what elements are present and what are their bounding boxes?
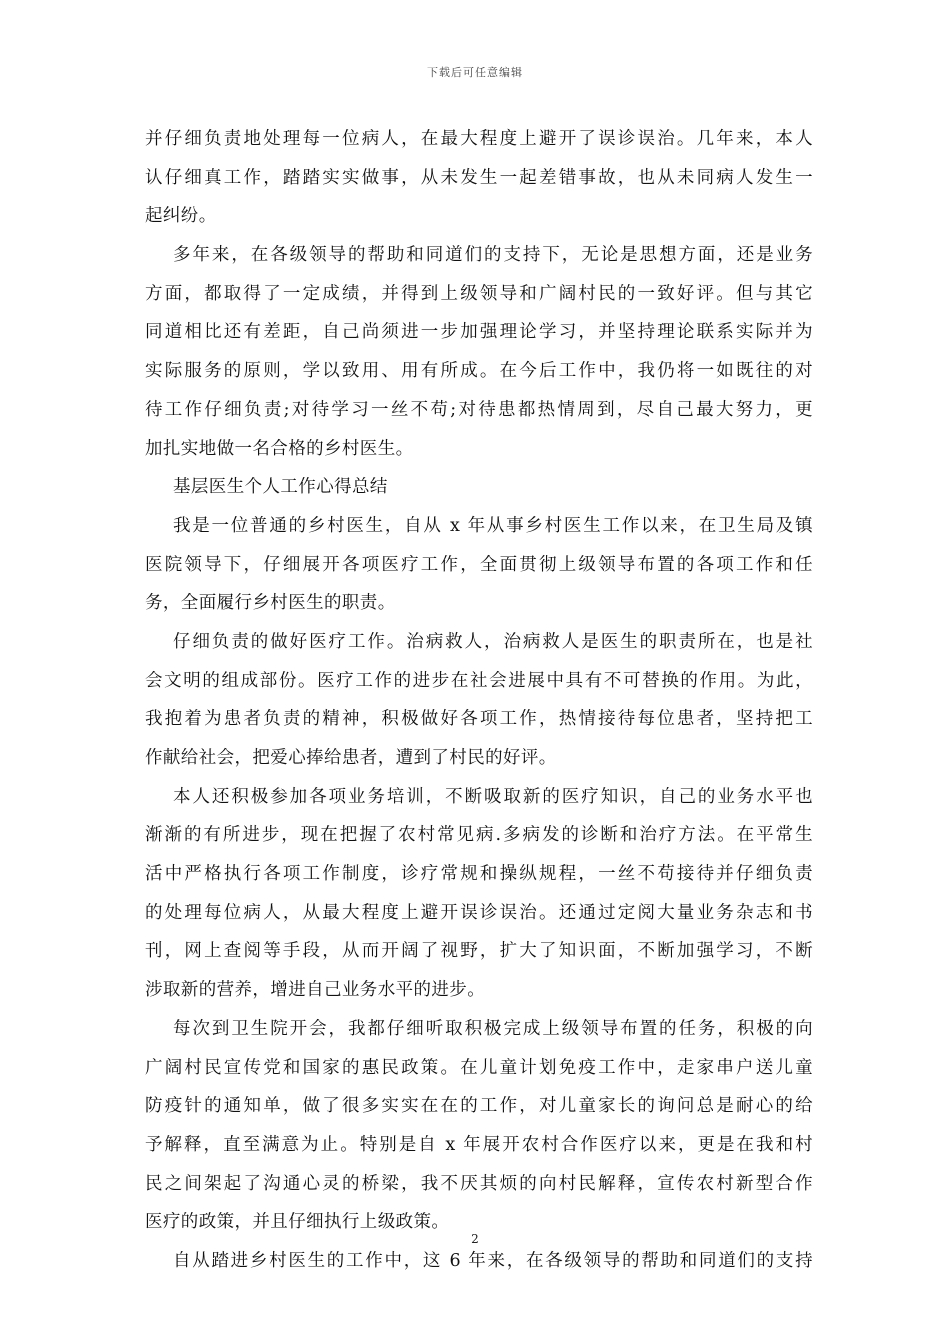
body-line: 刊，网上查阅等手段，从而开阔了视野，扩大了知识面，不断加强学习，不断: [145, 941, 813, 962]
document-body: [145, 120, 813, 1281]
body-line: 自从踏进乡村医生的工作中，这 6 年来，在各级领导的帮助和同道们的支持: [173, 1250, 813, 1271]
body-line: 广阔村民宣传党和国家的惠民政策。在儿童计划免疫工作中，走家串户送儿童: [145, 1057, 813, 1078]
body-line: 防疫针的通知单，做了很多实实在在的工作，对儿童家长的询问总是耐心的给: [145, 1096, 813, 1117]
body-line: 我抱着为患者负责的精神，积极做好各项工作，热情接待每位患者，坚持把工: [145, 709, 813, 730]
body-line: 并仔细负责地处理每一位病人，在最大程度上避开了误诊误治。几年来，本人: [145, 129, 813, 149]
body-line: 作献给社会，把爱心捧给患者，遭到了村民的好评。: [145, 748, 557, 768]
body-line: 渐渐的有所进步，现在把握了农村常见病.多病发的诊断和治疗方法。在平常生: [145, 825, 813, 846]
body-line: 会文明的组成部份。医疗工作的进步在社会进展中具有不可替换的作用。为此，: [145, 670, 813, 691]
body-line: 实际服务的原则，学以致用、用有所成。在今后工作中，我仍将一如既往的对: [145, 361, 813, 382]
page-header: 下载后可任意编辑: [427, 66, 523, 79]
body-line: 医疗的政策，并且仔细执行上级政策。: [145, 1212, 450, 1233]
body-line: 予解释，直至满意为止。特别是自 x 年展开农村合作医疗以来，更是在我和村: [145, 1134, 813, 1155]
body-line: 医院领导下，仔细展开各项医疗工作，全面贯彻上级领导布置的各项工作和任: [145, 554, 813, 575]
section-heading: 基层医生个人工作心得总结: [173, 477, 388, 498]
body-line: 每次到卫生院开会，我都仔细听取积极完成上级领导布置的任务，积极的向: [173, 1018, 813, 1039]
body-line: 活中严格执行各项工作制度，诊疗常规和操纵规程，一丝不苟接待并仔细负责: [145, 864, 813, 885]
body-line: 认仔细真工作，踏踏实实做事，从未发生一起差错事故，也从未同病人发生一: [145, 167, 813, 188]
body-line: 的处理每位病人，从最大程度上避开误诊误治。还通过定阅大量业务杂志和书: [145, 902, 813, 923]
body-line: 本人还积极参加各项业务培训，不断吸取新的医疗知识，自己的业务水平也: [173, 786, 813, 807]
body-line: 我是一位普通的乡村医生，自从 x 年从事乡村医生工作以来，在卫生局及镇: [173, 515, 813, 536]
body-line: 多年来，在各级领导的帮助和同道们的支持下，无论是思想方面，还是业务: [173, 245, 813, 266]
body-line: 方面，都取得了一定成绩，并得到上级领导和广阔村民的一致好评。但与其它: [145, 283, 813, 304]
body-line: 仔细负责的做好医疗工作。治病救人，治病救人是医生的职责所在，也是社: [173, 631, 813, 652]
body-line: 加扎实地做一名合格的乡村医生。: [145, 438, 414, 459]
body-line: 待工作仔细负责;对待学习一丝不苟;对待患都热情周到，尽自己最大努力，更: [145, 399, 813, 420]
body-line: 同道相比还有差距，自己尚须进一步加强理论学习，并坚持理论联系实际并为: [145, 322, 813, 343]
page-number: 2: [471, 1232, 479, 1246]
body-line: 起纠纷。: [145, 206, 217, 227]
body-line: 务，全面履行乡村医生的职责。: [145, 593, 396, 614]
body-line: 涉取新的营养，增进自己业务水平的进步。: [145, 980, 486, 1001]
body-line: 民之间架起了沟通心灵的桥梁，我不厌其烦的向村民解释，宣传农村新型合作: [145, 1173, 813, 1194]
